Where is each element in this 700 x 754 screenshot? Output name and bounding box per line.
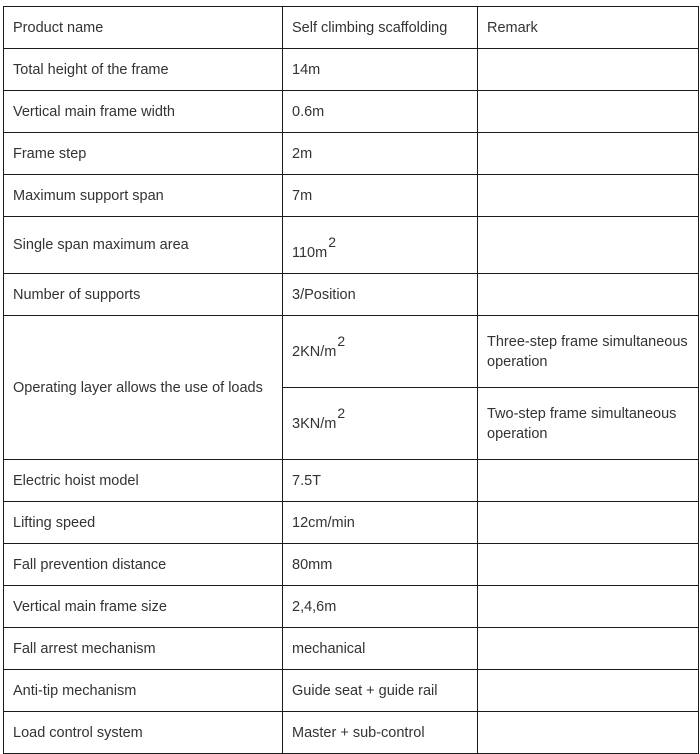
header-product-type: Self climbing scaffolding — [283, 7, 478, 49]
row-value: 2m — [283, 133, 478, 175]
row-remark — [478, 460, 699, 502]
row-label: Vertical main frame size — [4, 586, 283, 628]
table-row — [4, 133, 699, 175]
table-row — [4, 91, 699, 133]
row-remark — [478, 274, 699, 316]
row-remark — [478, 628, 699, 670]
row-label: Electric hoist model — [4, 460, 283, 502]
value-superscript: 2 — [337, 405, 346, 421]
row-value — [283, 316, 478, 388]
row-value: 14m — [283, 49, 478, 91]
row-value: 3/Position — [283, 274, 478, 316]
row-remark — [478, 712, 699, 754]
table-row — [4, 628, 699, 670]
table-row — [4, 274, 699, 316]
row-remark — [478, 502, 699, 544]
row-label: Number of supports — [4, 274, 283, 316]
row-remark — [478, 586, 699, 628]
row-label: Single span maximum area — [4, 217, 283, 274]
table-row — [4, 502, 699, 544]
row-label: Vertical main frame width — [4, 91, 283, 133]
row-label: Total height of the frame — [4, 49, 283, 91]
row-value: 7.5T — [283, 460, 478, 502]
row-label: Fall arrest mechanism — [4, 628, 283, 670]
row-label: Lifting speed — [4, 502, 283, 544]
row-value: mechanical — [283, 628, 478, 670]
table-row — [4, 712, 699, 754]
row-remark — [478, 544, 699, 586]
row-label: Maximum support span — [4, 175, 283, 217]
row-label: Load control system — [4, 712, 283, 754]
value-with-unit — [292, 228, 336, 263]
table-row — [4, 49, 699, 91]
value-with-unit — [292, 333, 346, 362]
table-row — [4, 670, 699, 712]
row-value: 7m — [283, 175, 478, 217]
row-remark — [478, 670, 699, 712]
table-row — [4, 544, 699, 586]
row-value: 0.6m — [283, 91, 478, 133]
row-value: 2,4,6m — [283, 586, 478, 628]
table-row — [4, 217, 699, 274]
value-superscript: 2 — [328, 233, 336, 250]
row-remark — [478, 217, 699, 274]
row-value: Guide seat + guide rail — [283, 670, 478, 712]
value-with-unit — [292, 405, 346, 434]
table-row — [4, 586, 699, 628]
row-remark — [478, 175, 699, 217]
table-header-row — [4, 7, 699, 49]
row-label: Operating layer allows the use of loads — [4, 316, 283, 460]
value-superscript: 2 — [337, 333, 346, 349]
table-row — [4, 316, 699, 388]
row-remark: Two-step frame simultaneous operation — [478, 388, 699, 460]
row-remark — [478, 49, 699, 91]
header-remark: Remark — [478, 7, 699, 49]
row-value — [283, 388, 478, 460]
row-label: Anti-tip mechanism — [4, 670, 283, 712]
spec-table — [3, 6, 699, 754]
row-remark — [478, 91, 699, 133]
table-row — [4, 175, 699, 217]
header-product-name: Product name — [4, 7, 283, 49]
value-text: 110m — [292, 244, 328, 261]
row-remark — [478, 133, 699, 175]
row-label: Fall prevention distance — [4, 544, 283, 586]
value-text: 3KN/m — [292, 416, 337, 432]
row-value: Master + sub-control — [283, 712, 478, 754]
row-value: 80mm — [283, 544, 478, 586]
row-value: 12cm/min — [283, 502, 478, 544]
row-label: Frame step — [4, 133, 283, 175]
row-value — [283, 217, 478, 274]
value-text: 2KN/m — [292, 344, 337, 360]
row-remark: Three-step frame simultaneous operation — [478, 316, 699, 388]
table-row — [4, 460, 699, 502]
